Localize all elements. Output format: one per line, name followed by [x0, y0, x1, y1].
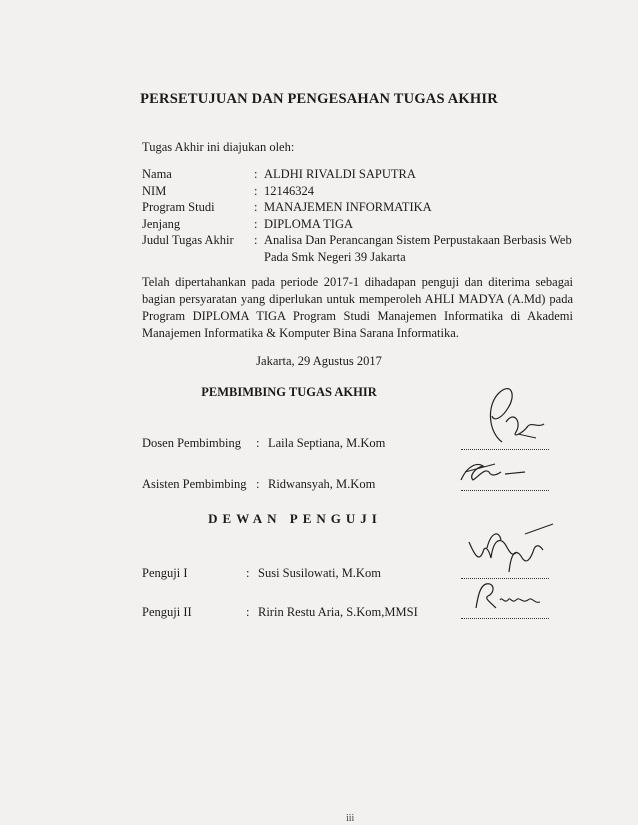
info-value: DIPLOMA TIGA	[264, 216, 354, 231]
colon: :	[254, 233, 258, 247]
info-label: Jenjang	[142, 216, 181, 231]
penguji-1-row	[142, 566, 381, 581]
info-row-nama	[142, 166, 572, 183]
signature-dosen	[478, 382, 558, 452]
colon: :	[256, 436, 260, 450]
intro-text: Tugas Akhir ini diajukan oleh:	[142, 140, 295, 154]
info-value: Analisa Dan Perancangan Sistem Perpustakaan Berbasis Web Pada Smk Negeri 39 Jakarta	[264, 233, 572, 264]
colon: :	[254, 200, 258, 214]
info-row-program-studi	[142, 199, 572, 216]
penguji-2-label: Penguji II	[142, 605, 192, 619]
asisten-label: Asisten Pembimbing	[142, 477, 247, 491]
approval-date: Jakarta, 29 Agustus 2017	[256, 354, 382, 368]
penguji-heading: DEWAN PENGUJI	[208, 511, 382, 526]
colon: :	[256, 477, 260, 491]
dosen-label: Dosen Pembimbing	[142, 436, 241, 450]
dosen-name: Laila Septiana, M.Kom	[268, 436, 386, 450]
signature-line-asisten	[461, 489, 549, 491]
signature-line-penguji-2	[461, 617, 549, 619]
colon: :	[254, 183, 258, 198]
info-label: NIM	[142, 183, 167, 198]
info-row-jenjang	[142, 216, 572, 233]
penguji-1-label: Penguji I	[142, 566, 188, 580]
colon: :	[254, 167, 258, 181]
page-title: PERSETUJUAN DAN PENGESAHAN TUGAS AKHIR	[140, 91, 498, 107]
pembimbing-heading: PEMBIMBING TUGAS AKHIR	[201, 385, 377, 399]
info-label: Judul Tugas Akhir	[142, 233, 234, 247]
penguji-2-name: Ririn Restu Aria, S.Kom,MMSI	[258, 605, 418, 619]
asisten-name: Ridwansyah, M.Kom	[268, 477, 376, 491]
approval-paragraph: Telah dipertahankan pada periode 2017-1 dihadapan penguji dan diterima sebagai bagian persyaratan yang diperlukan untuk memperoleh AHLI MADYA (A.Md) pada Program DIPLOMA TIGA Program Studi Manajemen Informatika di Akademi Manajemen Informatika & Komputer Bina Sarana Informatika.	[142, 275, 573, 340]
info-label: Program Studi	[142, 200, 215, 214]
signature-penguji-1	[465, 522, 565, 584]
info-value: MANAJEMEN INFORMATIKA	[264, 200, 432, 214]
student-info	[142, 166, 572, 265]
info-row-judul	[142, 232, 572, 265]
signature-penguji-2	[466, 578, 556, 614]
colon: :	[246, 605, 250, 619]
penguji-2-row	[142, 605, 418, 620]
penguji-1-name: Susi Susilowati, M.Kom	[258, 566, 381, 580]
info-label: Nama	[142, 167, 172, 181]
colon: :	[254, 216, 258, 231]
signature-asisten	[455, 458, 535, 488]
dosen-pembimbing-row	[142, 436, 385, 451]
info-value: ALDHI RIVALDI SAPUTRA	[264, 167, 416, 181]
asisten-pembimbing-row	[142, 477, 375, 492]
page-number: iii	[346, 813, 355, 824]
info-row-nim	[142, 183, 572, 200]
colon: :	[246, 566, 250, 580]
info-value: 12146324	[264, 183, 314, 198]
